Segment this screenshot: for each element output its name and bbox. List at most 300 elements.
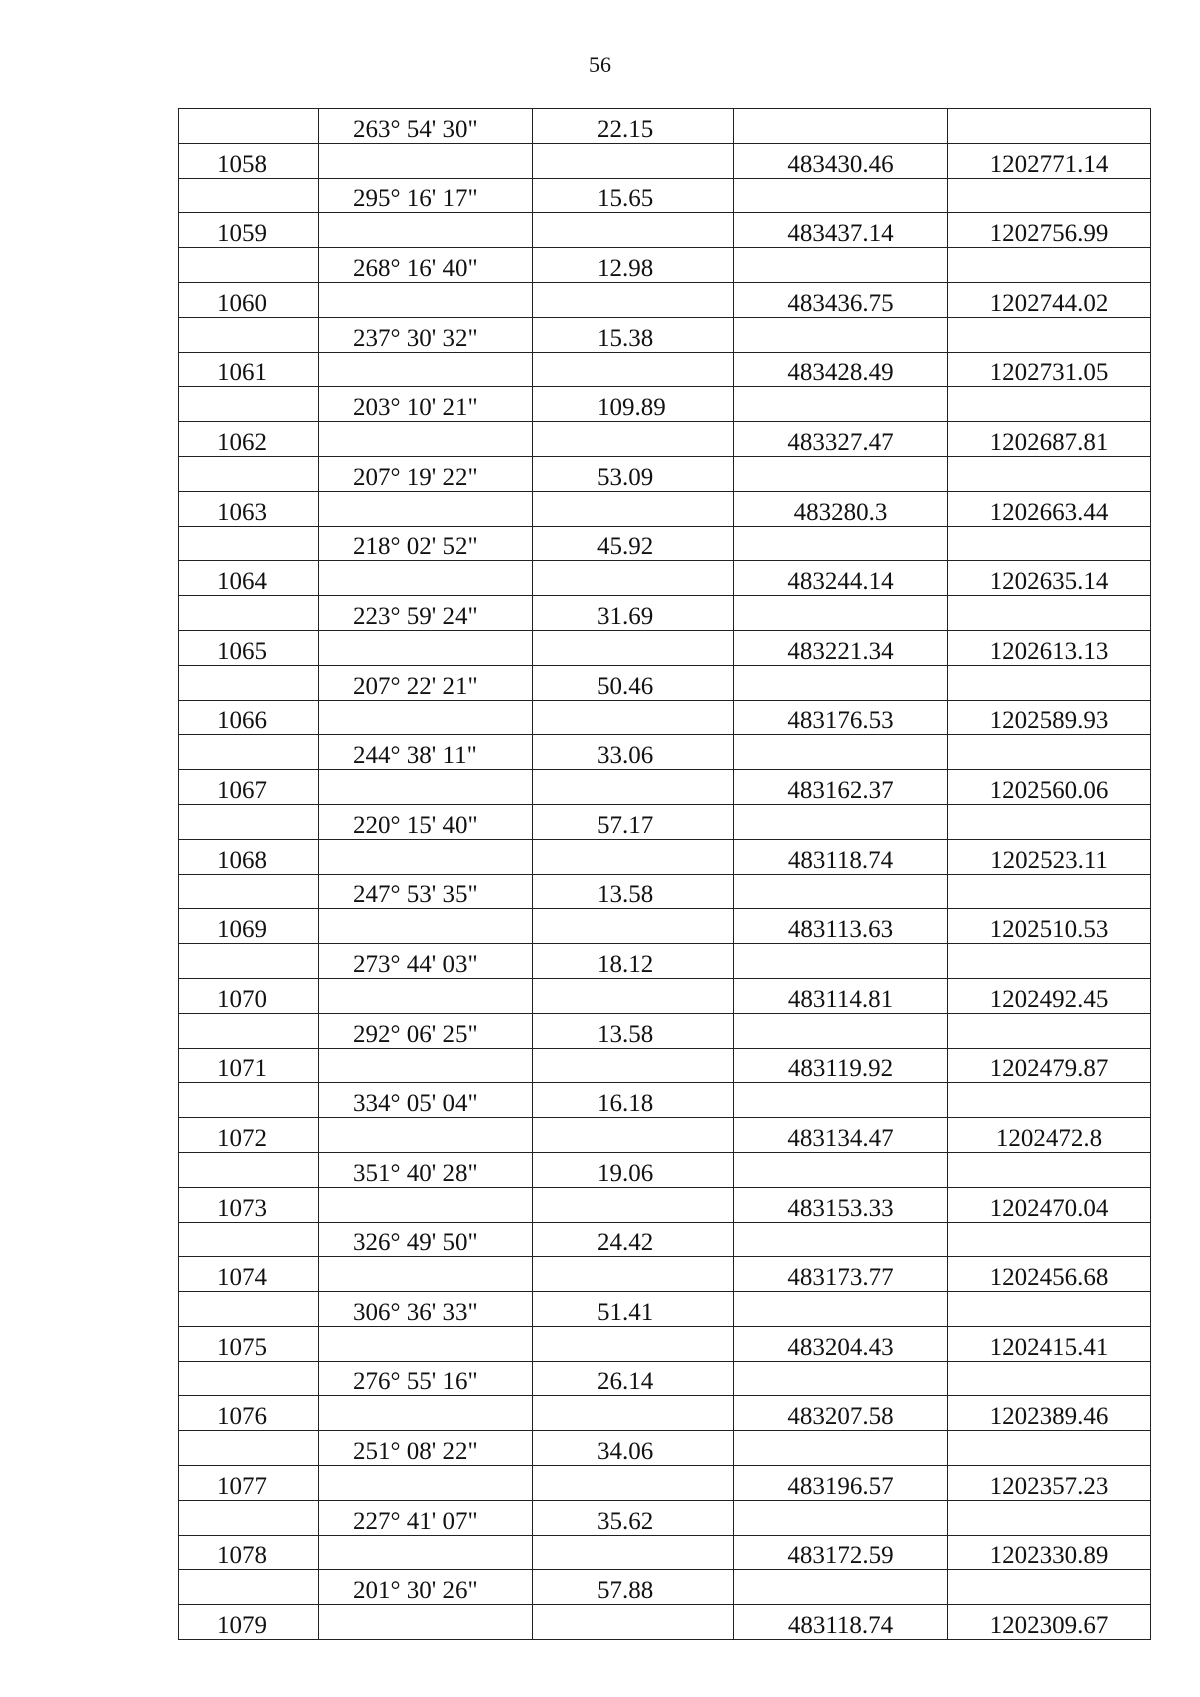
- y-coordinate-cell-text: 1202560.06: [989, 776, 1109, 804]
- y-coordinate-cell: [948, 874, 1151, 909]
- table-row: [179, 1570, 1151, 1605]
- table-row: [179, 630, 1151, 665]
- y-coordinate-cell: [948, 178, 1151, 213]
- x-coordinate-cell-text: 483162.37: [787, 776, 894, 804]
- y-coordinate-cell: [948, 630, 1151, 665]
- bearing-cell: [319, 526, 533, 561]
- x-coordinate-cell-text: 483327.47: [787, 428, 894, 456]
- y-coordinate-cell-text: 1202613.13: [989, 637, 1109, 665]
- table-row: [179, 213, 1151, 248]
- distance-cell: [533, 1605, 734, 1640]
- y-coordinate-cell: [948, 1187, 1151, 1222]
- point-id-cell: [179, 1396, 319, 1431]
- table-row: [179, 735, 1151, 770]
- x-coordinate-cell-text: 483204.43: [787, 1333, 894, 1361]
- table-row: [179, 1396, 1151, 1431]
- x-coordinate-cell: [734, 665, 948, 700]
- point-id-cell: [179, 944, 319, 979]
- x-coordinate-cell-text: 483114.81: [787, 985, 894, 1013]
- distance-cell: [533, 909, 734, 944]
- y-coordinate-cell: [948, 1013, 1151, 1048]
- bearing-cell: [319, 804, 533, 839]
- distance-cell: [533, 387, 734, 422]
- page-number: 56: [589, 52, 611, 77]
- x-coordinate-cell-text: 483196.57: [787, 1472, 894, 1500]
- x-coordinate-cell-text: 483172.59: [787, 1542, 894, 1570]
- bearing-cell: [319, 109, 533, 144]
- y-coordinate-cell: [948, 1431, 1151, 1466]
- distance-cell-text: 22.15: [597, 115, 654, 143]
- distance-cell: [533, 944, 734, 979]
- bearing-cell: [319, 735, 533, 770]
- table-row: [179, 1222, 1151, 1257]
- x-coordinate-cell: [734, 596, 948, 631]
- distance-cell: [533, 1048, 734, 1083]
- y-coordinate-cell-text: 1202472.8: [995, 1124, 1103, 1152]
- bearing-cell-text: 218° 02' 52": [353, 533, 478, 561]
- point-id-cell: [179, 909, 319, 944]
- bearing-cell: [319, 561, 533, 596]
- point-id-cell: [179, 178, 319, 213]
- y-coordinate-cell: [948, 944, 1151, 979]
- distance-cell: [533, 839, 734, 874]
- point-id-cell-text: 1075: [217, 1333, 267, 1361]
- table-row: [179, 596, 1151, 631]
- distance-cell: [533, 1396, 734, 1431]
- y-coordinate-cell-text: 1202771.14: [989, 150, 1109, 178]
- table-row: [179, 456, 1151, 491]
- point-id-cell-text: 1061: [217, 359, 267, 387]
- point-id-cell: [179, 1083, 319, 1118]
- x-coordinate-cell-text: 483437.14: [787, 220, 894, 248]
- bearing-cell-text: 326° 49' 50": [353, 1229, 478, 1257]
- y-coordinate-cell: [948, 596, 1151, 631]
- x-coordinate-cell-text: 483153.33: [787, 1194, 894, 1222]
- y-coordinate-cell-text: 1202492.45: [989, 985, 1109, 1013]
- point-id-cell-text: 1073: [217, 1194, 267, 1222]
- point-id-cell-text: 1058: [217, 150, 267, 178]
- distance-cell: [533, 1292, 734, 1327]
- x-coordinate-cell-text: 483134.47: [787, 1124, 894, 1152]
- distance-cell-text: 35.62: [597, 1507, 654, 1535]
- table-row: [179, 1326, 1151, 1361]
- x-coordinate-cell: [734, 213, 948, 248]
- bearing-cell: [319, 422, 533, 457]
- bearing-cell: [319, 317, 533, 352]
- survey-coordinates-table: [178, 108, 1151, 1640]
- x-coordinate-cell: [734, 561, 948, 596]
- table-row: [179, 1292, 1151, 1327]
- x-coordinate-cell: [734, 1013, 948, 1048]
- bearing-cell: [319, 1361, 533, 1396]
- distance-cell: [533, 352, 734, 387]
- x-coordinate-cell: [734, 735, 948, 770]
- y-coordinate-cell: [948, 700, 1151, 735]
- distance-cell: [533, 1535, 734, 1570]
- x-coordinate-cell: [734, 1187, 948, 1222]
- y-coordinate-cell: [948, 1535, 1151, 1570]
- y-coordinate-cell-text: 1202635.14: [989, 568, 1109, 596]
- x-coordinate-cell: [734, 630, 948, 665]
- x-coordinate-cell: [734, 109, 948, 144]
- point-id-cell: [179, 561, 319, 596]
- bearing-cell: [319, 978, 533, 1013]
- distance-cell: [533, 874, 734, 909]
- bearing-cell-text: 306° 36' 33": [353, 1298, 478, 1326]
- bearing-cell: [319, 248, 533, 283]
- distance-cell-text: 53.09: [597, 463, 654, 491]
- point-id-cell: [179, 456, 319, 491]
- distance-cell: [533, 248, 734, 283]
- distance-cell: [533, 596, 734, 631]
- point-id-cell: [179, 317, 319, 352]
- y-coordinate-cell: [948, 1118, 1151, 1153]
- x-coordinate-cell-text: 483244.14: [787, 568, 894, 596]
- bearing-cell-text: 273° 44' 03": [353, 950, 478, 978]
- point-id-cell: [179, 770, 319, 805]
- distance-cell-text: 34.06: [597, 1438, 654, 1466]
- bearing-cell-text: 292° 06' 25": [353, 1020, 478, 1048]
- y-coordinate-cell-text: 1202330.89: [989, 1542, 1109, 1570]
- y-coordinate-cell: [948, 282, 1151, 317]
- table-row: [179, 1257, 1151, 1292]
- y-coordinate-cell: [948, 491, 1151, 526]
- point-id-cell: [179, 1013, 319, 1048]
- y-coordinate-cell: [948, 1605, 1151, 1640]
- point-id-cell: [179, 874, 319, 909]
- bearing-cell: [319, 1535, 533, 1570]
- y-coordinate-cell: [948, 1257, 1151, 1292]
- bearing-cell-text: 201° 30' 26": [353, 1577, 478, 1605]
- y-coordinate-cell: [948, 1361, 1151, 1396]
- bearing-cell: [319, 143, 533, 178]
- distance-cell-text: 109.89: [597, 394, 666, 422]
- y-coordinate-cell: [948, 770, 1151, 805]
- point-id-cell-text: 1059: [217, 220, 267, 248]
- point-id-cell-text: 1064: [217, 568, 267, 596]
- distance-cell: [533, 491, 734, 526]
- survey-table-body: [179, 109, 1151, 1640]
- distance-cell: [533, 1570, 734, 1605]
- table-row: [179, 109, 1151, 144]
- point-id-cell: [179, 1326, 319, 1361]
- x-coordinate-cell: [734, 143, 948, 178]
- y-coordinate-cell: [948, 1292, 1151, 1327]
- table-row: [179, 1535, 1151, 1570]
- distance-cell: [533, 1466, 734, 1501]
- bearing-cell: [319, 1187, 533, 1222]
- distance-cell: [533, 735, 734, 770]
- y-coordinate-cell-text: 1202470.04: [989, 1194, 1109, 1222]
- point-id-cell-text: 1070: [217, 985, 267, 1013]
- point-id-cell: [179, 735, 319, 770]
- table-row: [179, 1152, 1151, 1187]
- y-coordinate-cell: [948, 1048, 1151, 1083]
- distance-cell: [533, 213, 734, 248]
- point-id-cell: [179, 1361, 319, 1396]
- table-row: [179, 665, 1151, 700]
- point-id-cell: [179, 804, 319, 839]
- x-coordinate-cell: [734, 770, 948, 805]
- point-id-cell-text: 1074: [217, 1264, 267, 1292]
- bearing-cell-text: 220° 15' 40": [353, 811, 478, 839]
- distance-cell: [533, 804, 734, 839]
- point-id-cell: [179, 1535, 319, 1570]
- distance-cell: [533, 1083, 734, 1118]
- y-coordinate-cell-text: 1202663.44: [989, 498, 1109, 526]
- bearing-cell: [319, 1083, 533, 1118]
- x-coordinate-cell-text: 483221.34: [787, 637, 894, 665]
- x-coordinate-cell-text: 483428.49: [787, 359, 894, 387]
- x-coordinate-cell: [734, 387, 948, 422]
- x-coordinate-cell: [734, 874, 948, 909]
- y-coordinate-cell: [948, 317, 1151, 352]
- bearing-cell-text: 295° 16' 17": [353, 185, 478, 213]
- y-coordinate-cell-text: 1202687.81: [989, 428, 1109, 456]
- point-id-cell-text: 1068: [217, 846, 267, 874]
- point-id-cell: [179, 630, 319, 665]
- distance-cell-text: 18.12: [597, 950, 654, 978]
- point-id-cell: [179, 282, 319, 317]
- point-id-cell: [179, 596, 319, 631]
- x-coordinate-cell: [734, 526, 948, 561]
- bearing-cell: [319, 770, 533, 805]
- point-id-cell-text: 1066: [217, 707, 267, 735]
- x-coordinate-cell: [734, 1466, 948, 1501]
- y-coordinate-cell: [948, 735, 1151, 770]
- distance-cell-text: 15.38: [597, 324, 654, 352]
- y-coordinate-cell: [948, 909, 1151, 944]
- point-id-cell-text: 1076: [217, 1403, 267, 1431]
- distance-cell: [533, 282, 734, 317]
- bearing-cell: [319, 1466, 533, 1501]
- point-id-cell: [179, 422, 319, 457]
- x-coordinate-cell: [734, 1570, 948, 1605]
- bearing-cell: [319, 1292, 533, 1327]
- bearing-cell: [319, 630, 533, 665]
- bearing-cell-text: 244° 38' 11": [353, 742, 477, 770]
- point-id-cell: [179, 387, 319, 422]
- y-coordinate-cell: [948, 1466, 1151, 1501]
- x-coordinate-cell-text: 483280.3: [793, 498, 888, 526]
- distance-cell-text: 50.46: [597, 672, 654, 700]
- distance-cell: [533, 770, 734, 805]
- table-row: [179, 874, 1151, 909]
- bearing-cell: [319, 1500, 533, 1535]
- y-coordinate-cell: [948, 1222, 1151, 1257]
- table-row: [179, 909, 1151, 944]
- distance-cell-text: 24.42: [597, 1229, 654, 1257]
- bearing-cell: [319, 874, 533, 909]
- y-coordinate-cell: [948, 1500, 1151, 1535]
- bearing-cell: [319, 1118, 533, 1153]
- x-coordinate-cell: [734, 1396, 948, 1431]
- bearing-cell-text: 207° 22' 21": [353, 672, 478, 700]
- point-id-cell-text: 1077: [217, 1472, 267, 1500]
- y-coordinate-cell-text: 1202415.41: [989, 1333, 1109, 1361]
- point-id-cell: [179, 1257, 319, 1292]
- x-coordinate-cell-text: 483119.92: [787, 1055, 894, 1083]
- y-coordinate-cell-text: 1202357.23: [989, 1472, 1109, 1500]
- distance-cell-text: 57.88: [597, 1577, 654, 1605]
- y-coordinate-cell-text: 1202589.93: [989, 707, 1109, 735]
- table-row: [179, 978, 1151, 1013]
- table-row: [179, 1361, 1151, 1396]
- distance-cell: [533, 456, 734, 491]
- point-id-cell: [179, 1187, 319, 1222]
- table-row: [179, 1013, 1151, 1048]
- table-row: [179, 1605, 1151, 1640]
- bearing-cell-text: 351° 40' 28": [353, 1159, 478, 1187]
- distance-cell-text: 19.06: [597, 1159, 654, 1187]
- distance-cell: [533, 1257, 734, 1292]
- distance-cell-text: 45.92: [597, 533, 654, 561]
- table-row: [179, 491, 1151, 526]
- point-id-cell-text: 1067: [217, 776, 267, 804]
- table-row: [179, 1431, 1151, 1466]
- table-row: [179, 1083, 1151, 1118]
- distance-cell: [533, 1326, 734, 1361]
- distance-cell-text: 57.17: [597, 811, 654, 839]
- distance-cell: [533, 109, 734, 144]
- x-coordinate-cell: [734, 456, 948, 491]
- x-coordinate-cell-text: 483430.46: [787, 150, 894, 178]
- table-row: [179, 561, 1151, 596]
- y-coordinate-cell: [948, 1326, 1151, 1361]
- bearing-cell: [319, 665, 533, 700]
- y-coordinate-cell: [948, 422, 1151, 457]
- bearing-cell: [319, 700, 533, 735]
- distance-cell-text: 13.58: [597, 1020, 654, 1048]
- x-coordinate-cell-text: 483436.75: [787, 289, 894, 317]
- bearing-cell-text: 263° 54' 30": [353, 115, 478, 143]
- point-id-cell: [179, 109, 319, 144]
- x-coordinate-cell: [734, 1605, 948, 1640]
- bearing-cell: [319, 456, 533, 491]
- x-coordinate-cell: [734, 1361, 948, 1396]
- y-coordinate-cell: [948, 1083, 1151, 1118]
- x-coordinate-cell: [734, 944, 948, 979]
- point-id-cell: [179, 352, 319, 387]
- table-row: [179, 387, 1151, 422]
- x-coordinate-cell: [734, 839, 948, 874]
- point-id-cell: [179, 143, 319, 178]
- bearing-cell: [319, 1396, 533, 1431]
- point-id-cell: [179, 491, 319, 526]
- point-id-cell: [179, 1292, 319, 1327]
- bearing-cell-text: 237° 30' 32": [353, 324, 478, 352]
- bearing-cell: [319, 596, 533, 631]
- y-coordinate-cell: [948, 387, 1151, 422]
- point-id-cell: [179, 1431, 319, 1466]
- x-coordinate-cell: [734, 700, 948, 735]
- x-coordinate-cell: [734, 282, 948, 317]
- y-coordinate-cell: [948, 143, 1151, 178]
- distance-cell: [533, 317, 734, 352]
- point-id-cell-text: 1062: [217, 428, 267, 456]
- point-id-cell: [179, 1466, 319, 1501]
- distance-cell: [533, 178, 734, 213]
- distance-cell: [533, 526, 734, 561]
- bearing-cell: [319, 839, 533, 874]
- x-coordinate-cell: [734, 352, 948, 387]
- y-coordinate-cell: [948, 561, 1151, 596]
- bearing-cell: [319, 213, 533, 248]
- y-coordinate-cell: [948, 978, 1151, 1013]
- table-row: [179, 178, 1151, 213]
- y-coordinate-cell-text: 1202756.99: [989, 220, 1109, 248]
- x-coordinate-cell: [734, 1500, 948, 1535]
- distance-cell: [533, 1222, 734, 1257]
- y-coordinate-cell: [948, 804, 1151, 839]
- y-coordinate-cell: [948, 1570, 1151, 1605]
- distance-cell: [533, 978, 734, 1013]
- distance-cell: [533, 422, 734, 457]
- table-row: [179, 944, 1151, 979]
- bearing-cell: [319, 1326, 533, 1361]
- distance-cell-text: 16.18: [597, 1090, 654, 1118]
- y-coordinate-cell: [948, 109, 1151, 144]
- table-row: [179, 839, 1151, 874]
- bearing-cell: [319, 1257, 533, 1292]
- bearing-cell: [319, 1605, 533, 1640]
- distance-cell: [533, 630, 734, 665]
- bearing-cell: [319, 1570, 533, 1605]
- point-id-cell: [179, 526, 319, 561]
- y-coordinate-cell-text: 1202744.02: [989, 289, 1109, 317]
- bearing-cell: [319, 909, 533, 944]
- table-row: [179, 282, 1151, 317]
- y-coordinate-cell: [948, 248, 1151, 283]
- table-row: [179, 143, 1151, 178]
- point-id-cell: [179, 978, 319, 1013]
- point-id-cell: [179, 248, 319, 283]
- point-id-cell-text: 1071: [217, 1055, 267, 1083]
- y-coordinate-cell-text: 1202309.67: [989, 1612, 1109, 1640]
- point-id-cell-text: 1063: [217, 498, 267, 526]
- y-coordinate-cell: [948, 526, 1151, 561]
- y-coordinate-cell-text: 1202389.46: [989, 1403, 1109, 1431]
- point-id-cell: [179, 213, 319, 248]
- y-coordinate-cell-text: 1202731.05: [989, 359, 1109, 387]
- distance-cell: [533, 665, 734, 700]
- bearing-cell: [319, 1048, 533, 1083]
- bearing-cell: [319, 1222, 533, 1257]
- x-coordinate-cell-text: 483118.74: [787, 846, 894, 874]
- bearing-cell: [319, 1152, 533, 1187]
- x-coordinate-cell: [734, 422, 948, 457]
- table-row: [179, 248, 1151, 283]
- distance-cell: [533, 1187, 734, 1222]
- bearing-cell: [319, 352, 533, 387]
- y-coordinate-cell: [948, 456, 1151, 491]
- bearing-cell-text: 207° 19' 22": [353, 463, 478, 491]
- distance-cell: [533, 1361, 734, 1396]
- table-row: [179, 526, 1151, 561]
- point-id-cell-text: 1072: [217, 1124, 267, 1152]
- bearing-cell: [319, 1431, 533, 1466]
- x-coordinate-cell: [734, 1083, 948, 1118]
- point-id-cell: [179, 1570, 319, 1605]
- table-row: [179, 1466, 1151, 1501]
- point-id-cell: [179, 700, 319, 735]
- point-id-cell: [179, 1118, 319, 1153]
- table-row: [179, 1048, 1151, 1083]
- bearing-cell-text: 247° 53' 35": [353, 881, 478, 909]
- x-coordinate-cell-text: 483207.58: [787, 1403, 894, 1431]
- distance-cell: [533, 561, 734, 596]
- point-id-cell: [179, 1605, 319, 1640]
